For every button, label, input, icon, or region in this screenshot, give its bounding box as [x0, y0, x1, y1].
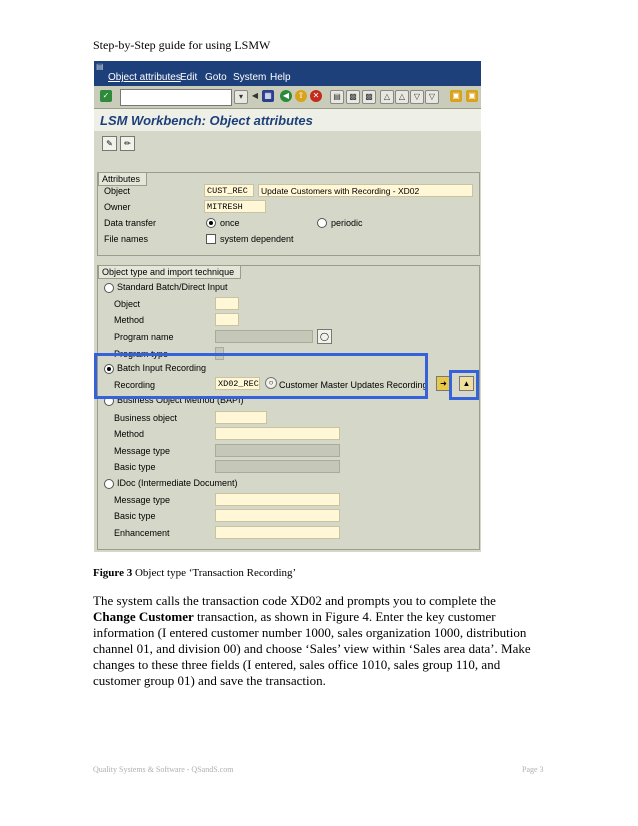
- object-type-group-title: Object type and import technique: [98, 265, 241, 279]
- once-radio[interactable]: [206, 218, 216, 228]
- message-type-bapi-field[interactable]: [215, 444, 340, 457]
- object-description-field[interactable]: Update Customers with Recording - XD02: [258, 184, 473, 197]
- find-next-icon[interactable]: ▩: [362, 90, 376, 104]
- attributes-group: [97, 172, 480, 256]
- file-names-label: File names: [104, 234, 149, 244]
- menu-help[interactable]: Help: [270, 72, 291, 83]
- last-page-icon[interactable]: ▽: [425, 90, 439, 104]
- recording-button-highlight: [449, 370, 479, 400]
- method-bapi-field[interactable]: [215, 427, 340, 440]
- recording-description: Customer Master Updates Recording: [279, 380, 428, 390]
- message-type-idoc-label: Message type: [114, 495, 171, 505]
- attributes-group-title: Attributes: [98, 172, 147, 186]
- cancel-icon[interactable]: ✕: [310, 90, 322, 102]
- periodic-label: periodic: [331, 218, 363, 228]
- exit-icon[interactable]: ⇧: [295, 90, 307, 102]
- standard-batch-label: Standard Batch/Direct Input: [117, 282, 228, 292]
- body-paragraph: [93, 593, 538, 689]
- program-name-field[interactable]: [215, 330, 313, 343]
- method-std-label: Method: [114, 315, 145, 325]
- object-label: Object: [104, 186, 131, 196]
- first-page-icon[interactable]: △: [380, 90, 394, 104]
- enter-check-icon[interactable]: ✓: [100, 90, 112, 102]
- enhancement-field[interactable]: [215, 526, 340, 539]
- application-toolbar: [94, 132, 481, 154]
- owner-field[interactable]: MITRESH: [204, 200, 266, 213]
- overview-arrow-icon[interactable]: ➜: [436, 376, 451, 391]
- system-dependent-checkbox[interactable]: [206, 234, 216, 244]
- figure-caption: [93, 567, 296, 579]
- recording-field[interactable]: XD02_REC: [215, 377, 260, 390]
- previous-page-icon[interactable]: △: [395, 90, 409, 104]
- business-object-label: Business object: [114, 413, 178, 423]
- back-icon[interactable]: ◀: [280, 90, 292, 102]
- once-label: once: [220, 218, 240, 228]
- body-text-1: The system calls the transaction code XD02 and prompts you to complete the: [93, 593, 496, 608]
- back-arrow-icon[interactable]: ◀: [249, 90, 261, 102]
- page-number: Page 3: [522, 765, 544, 774]
- basic-type-bapi-label: Basic type: [114, 462, 156, 472]
- print-icon[interactable]: ▤: [330, 90, 344, 104]
- method-bapi-label: Method: [114, 429, 145, 439]
- find-icon[interactable]: ▩: [346, 90, 360, 104]
- owner-label: Owner: [104, 202, 131, 212]
- shortcut-icon[interactable]: ▣: [466, 90, 478, 102]
- program-name-label: Program name: [114, 332, 174, 342]
- batch-input-highlight: [94, 353, 428, 399]
- program-name-display-icon[interactable]: ◯: [317, 329, 332, 344]
- batch-input-recording-label: Batch Input Recording: [117, 363, 207, 373]
- edit-icon[interactable]: ✏: [120, 136, 135, 151]
- object-type-group: [97, 265, 480, 550]
- sap-screenshot: [94, 61, 481, 552]
- menu-edit[interactable]: Edit: [180, 72, 198, 83]
- message-type-bapi-label: Message type: [114, 446, 171, 456]
- object-field[interactable]: CUST_REC: [204, 184, 254, 197]
- message-type-idoc-field[interactable]: [215, 493, 340, 506]
- idoc-label: IDoc (Intermediate Document): [117, 478, 238, 488]
- page-title: LSM Workbench: Object attributes: [100, 113, 313, 128]
- enhancement-label: Enhancement: [114, 528, 170, 538]
- body-text-2: transaction, as shown in Figure 4. Enter the key customer information (I entered customer number 1000, sales organization 1000, distribution channel 01, and division 00) and choose ‘Sales’ view within ‘Sales area data’. Make changes to these three fields (I entered, sales office 1010, sales group 110, and customer group 01) and save the transaction.: [93, 609, 531, 688]
- new-session-icon[interactable]: ▣: [450, 90, 462, 102]
- menu-object-attributes[interactable]: Object attributes: [108, 72, 181, 83]
- menu-system[interactable]: System: [233, 72, 267, 83]
- method-std-field[interactable]: [215, 313, 239, 326]
- figure-label: Figure 3: [93, 567, 133, 579]
- command-history-icon[interactable]: ▾: [234, 90, 248, 104]
- standard-batch-radio[interactable]: [104, 283, 114, 293]
- object-std-label: Object: [114, 299, 141, 309]
- save-icon[interactable]: ▦: [262, 90, 274, 102]
- bapi-label: Business Object Method (BAPI): [117, 395, 244, 405]
- basic-type-idoc-label: Basic type: [114, 511, 156, 521]
- document-header: Step-by-Step guide for using LSMW: [93, 38, 271, 52]
- title-area: [94, 109, 481, 131]
- menu-goto[interactable]: Goto: [205, 72, 227, 83]
- recording-create-icon[interactable]: ▲: [459, 376, 474, 391]
- command-field[interactable]: [120, 89, 232, 106]
- body-text-bold: Change Customer: [93, 609, 194, 624]
- standard-toolbar: [94, 86, 481, 109]
- system-dependent-label: system dependent: [220, 234, 294, 244]
- footer-left: Quality Systems & Software - QSandS.com: [93, 765, 234, 774]
- basic-type-idoc-field[interactable]: [215, 509, 340, 522]
- menu-bar: [94, 61, 481, 86]
- recording-display-icon[interactable]: ○: [265, 377, 277, 389]
- display-change-icon[interactable]: ✎: [102, 136, 117, 151]
- periodic-radio[interactable]: [317, 218, 327, 228]
- next-page-icon[interactable]: ▽: [410, 90, 424, 104]
- figure-caption-text: Object type ‘Transaction Recording’: [134, 567, 297, 579]
- object-std-field[interactable]: [215, 297, 239, 310]
- idoc-radio[interactable]: [104, 479, 114, 489]
- business-object-field[interactable]: [215, 411, 267, 424]
- basic-type-bapi-field[interactable]: [215, 460, 340, 473]
- program-type-label: Program type: [114, 349, 169, 359]
- recording-label: Recording: [114, 380, 156, 390]
- sap-window-icon[interactable]: ▤: [96, 62, 104, 71]
- data-transfer-label: Data transfer: [104, 218, 157, 228]
